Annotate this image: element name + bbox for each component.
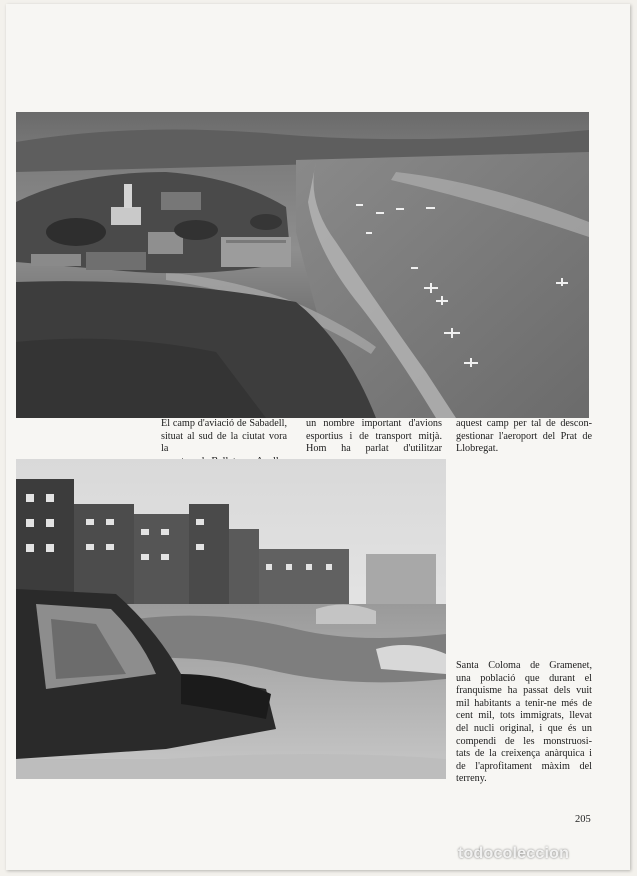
airfield-caption-col3: aquest camp per tal de descon- gestionar l'aeroport del Prat de Llobregat. [456,418,592,455]
airfield-caption-col2: un nombre important d'avions esportius i de transport mitjà. Hom ha parlat d'utilitzar [306,418,442,455]
airfield-caption-col1: El camp d'aviació de Sabadell, situat al sud de la ciutat vora la [161,418,287,455]
watermark-text: todocoleccion [458,845,570,862]
book-page [6,4,630,870]
santa-coloma-photo [16,459,446,779]
santa-coloma-caption: Santa Coloma de Gramenet, una població que durant el franquisme ha passat dels vuit mil habitants a tenir-ne més de cent mil, tots immigrats, llevat del nucli original, i que és un compendi de les monstruosi- tats de la creixença anàrquica i de l'aprofitament màxim del terreny. [456,660,592,785]
airfield-aerial-photo [16,112,589,418]
page-number: 205 [575,814,591,825]
